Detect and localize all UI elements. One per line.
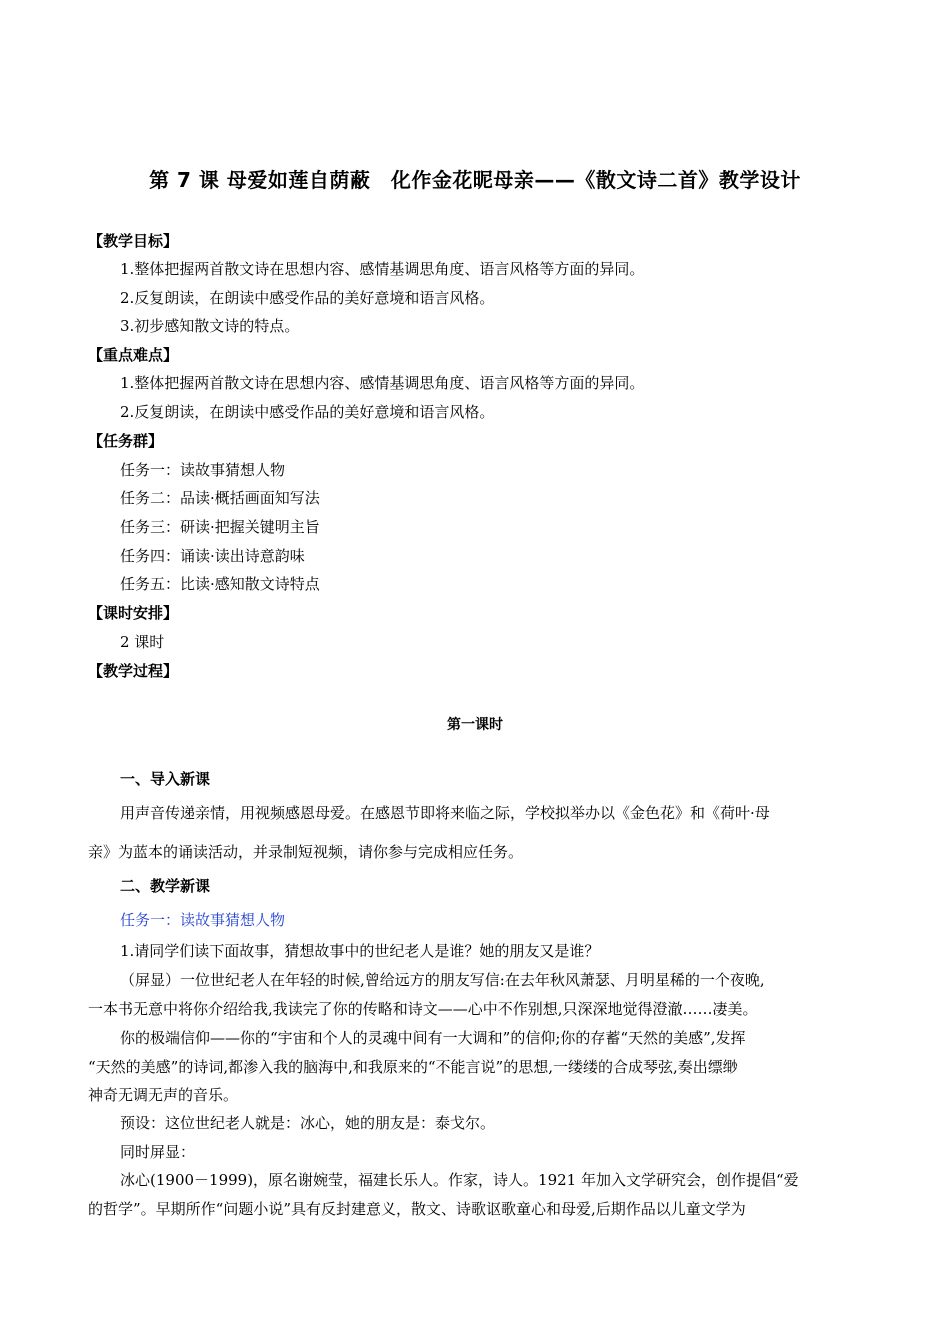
objectives-heading: 【教学目标】 xyxy=(88,232,179,250)
bio-line: 冰心(1900－1999)，原名谢婉莹，福建长乐人。作家，诗人。1921 年加入文学研究会，创作提倡“爱 xyxy=(120,1171,799,1189)
session-title: 第一课时 xyxy=(447,717,503,733)
part1-paragraph-line: 亲》为蓝本的诵读活动，并录制短视频，请你参与完成相应任务。 xyxy=(88,843,524,861)
task-item: 任务五：比读·感知散文诗特点 xyxy=(120,575,320,593)
key-point-item: 2.反复朗读，在朗读中感受作品的美好意境和语言风格。 xyxy=(120,403,495,421)
document-title: 第 7 课 母爱如莲自荫蔽 化作金花昵母亲——《散文诗二首》教学设计 xyxy=(149,168,801,192)
schedule-value: 2 课时 xyxy=(120,633,165,651)
process-heading: 【教学过程】 xyxy=(88,662,179,680)
part1-heading: 一、导入新课 xyxy=(120,770,211,788)
story-line: 神奇无调无声的音乐。 xyxy=(88,1086,239,1104)
part2-heading: 二、教学新课 xyxy=(120,877,211,895)
question-1: 1.请同学们读下面故事，猜想故事中的世纪老人是谁？她的朋友又是谁？ xyxy=(120,942,600,960)
task-item: 任务四：诵读·读出诗意韵味 xyxy=(120,547,305,565)
schedule-heading: 【课时安排】 xyxy=(88,604,179,622)
bio-line: 的哲学”。早期所作“问题小说”具有反封建意义，散文、诗歌讴歌童心和母爱,后期作品以儿童文学为 xyxy=(88,1200,746,1218)
task-item: 任务二：品读·概括画面知写法 xyxy=(120,489,320,507)
task-item: 任务三：研读·把握关键明主旨 xyxy=(120,518,320,536)
key-points-heading: 【重点难点】 xyxy=(88,346,179,364)
objective-item: 2.反复朗读，在朗读中感受作品的美好意境和语言风格。 xyxy=(120,289,495,307)
part1-paragraph-line: 用声音传递亲情，用视频感恩母爱。在感恩节即将来临之际，学校拟举办以《金色花》和《荷叶·母 xyxy=(120,804,770,822)
key-point-item: 1.整体把握两首散文诗在思想内容、感情基调思角度、语言风格等方面的异同。 xyxy=(120,374,645,392)
story-line: 一本书无意中将你介绍给我,我读完了你的传略和诗文——心中不作别想,只深深地觉得澄澈……凄美。 xyxy=(88,1000,758,1018)
preset-answer: 预设：这位世纪老人就是：冰心，她的朋友是：泰戈尔。 xyxy=(120,1114,496,1132)
task-item: 任务一：读故事猜想人物 xyxy=(120,461,286,479)
story-line: （屏显）一位世纪老人在年轻的时候,曾给远方的朋友写信:在去年秋风萧瑟、月明星稀的一个夜晚, xyxy=(120,971,765,989)
tasks-heading: 【任务群】 xyxy=(88,432,164,450)
objective-item: 3.初步感知散文诗的特点。 xyxy=(120,317,300,335)
task1-heading: 任务一：读故事猜想人物 xyxy=(120,911,286,929)
display-note: 同时屏显： xyxy=(120,1143,196,1161)
objective-item: 1.整体把握两首散文诗在思想内容、感情基调思角度、语言风格等方面的异同。 xyxy=(120,260,645,278)
story-line: 你的极端信仰——你的“宇宙和个人的灵魂中间有一大调和”的信仰;你的存蓄“天然的美感”,发挥 xyxy=(120,1029,746,1047)
story-line: “天然的美感”的诗词,都渗入我的脑海中,和我原来的“不能言说”的思想,一缕缕的合成琴弦,奏出缥缈 xyxy=(88,1058,738,1076)
